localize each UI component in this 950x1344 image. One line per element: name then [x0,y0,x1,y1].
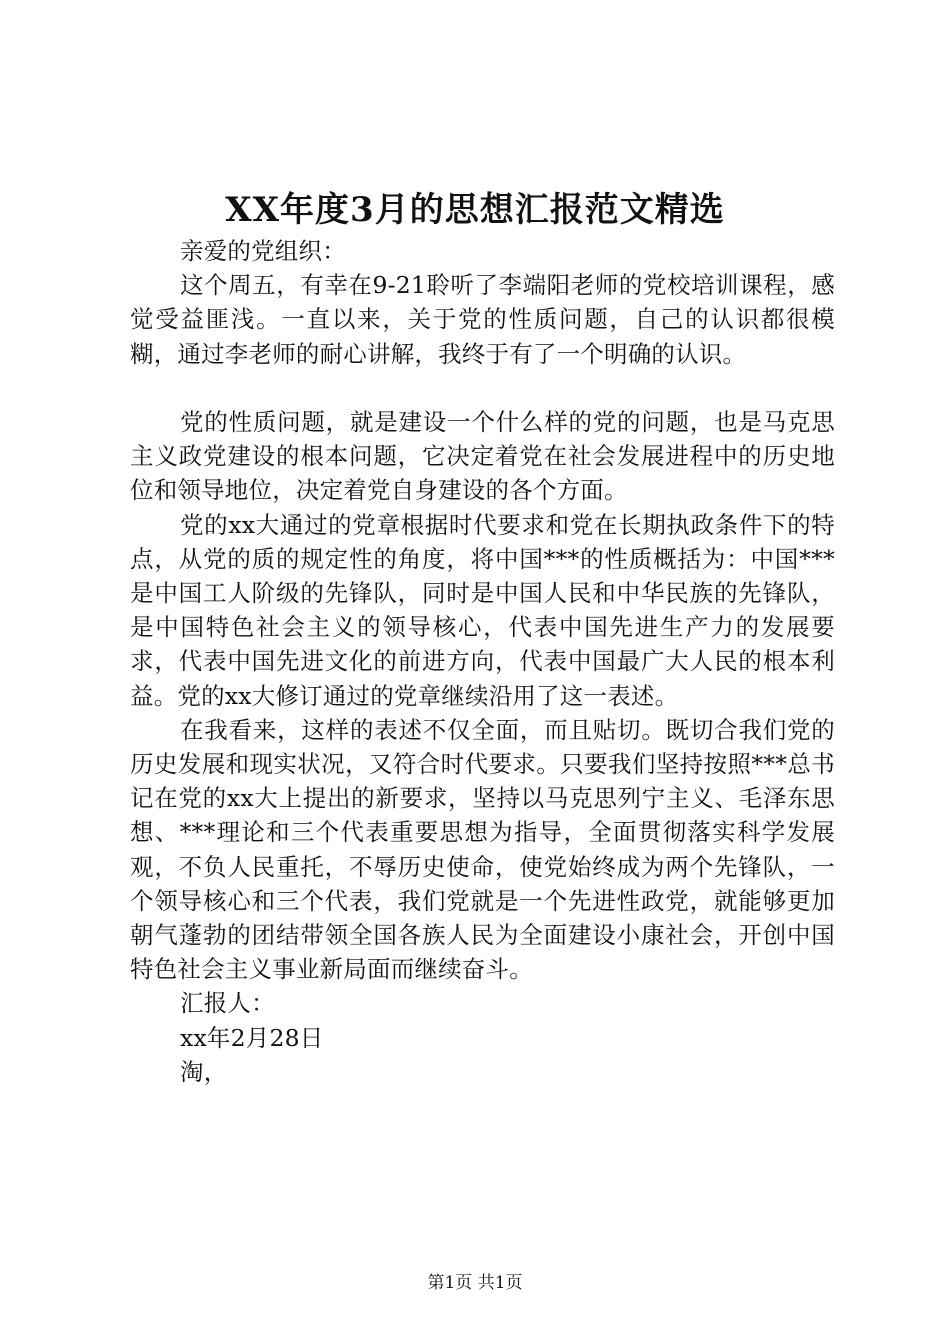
page-footer: 第1页 共1页 [427,1273,523,1293]
paragraph-3: 党的xx大通过的党章根据时代要求和党在长期执政条件下的特点，从党的质的规定性的角度，将中国***的性质概括为：中国***是中国工人阶级的先锋队，同时是中国人民和中华民族的先锋队，是中国特色社会主义的领导核心，代表中国先进生产力的发展要求，代表中国先进文化的前进方向，代表中国最广大人民的根本利益。党的xx大修订通过的党章继续沿用了这一表述。 [130,510,835,710]
trailing-text: 淘， [180,1057,228,1086]
document-title: XX年度3月的思想汇报范文精选 [225,190,725,230]
paragraph-1: 这个周五，有幸在9-21聆听了李端阳老师的党校培训课程，感觉受益匪浅。一直以来，关于党的性质问题，自己的认识都很模糊，通过李老师的耐心讲解，我终于有了一个明确的认识。 [130,271,835,368]
document-body [130,234,835,1089]
paragraph-4: 在我看来，这样的表述不仅全面，而且贴切。既切合我们党的历史发展和现实状况，又符合时代要求。只要我们坚持按照***总书记在党的xx大上提出的新要求，坚持以马克思列宁主义、毛泽东思想、***理论和三个代表重要思想为指导，全面贯彻落实科学发展观，不负人民重托，不辱历史使命，使党始终成为两个先锋队，一个领导核心和三个代表，我们党就是一个先进性政党，就能够更加朝气蓬勃的团结带领全国各族人民为全面建设小康社会，开创中国特色社会主义事业新局面而继续奋斗。 [130,715,835,984]
paragraph-2: 党的性质问题，就是建设一个什么样的党的问题，也是马克思主义政党建设的根本问题，它决定着党在社会发展进程中的历史地位和领导地位，决定着党自身建设的各个方面。 [130,408,835,505]
report-date: xx年2月28日 [180,1023,324,1052]
salutation: 亲爱的党组织： [180,237,346,265]
blank-line [130,371,835,405]
reporter-label: 汇报人： [180,989,275,1018]
